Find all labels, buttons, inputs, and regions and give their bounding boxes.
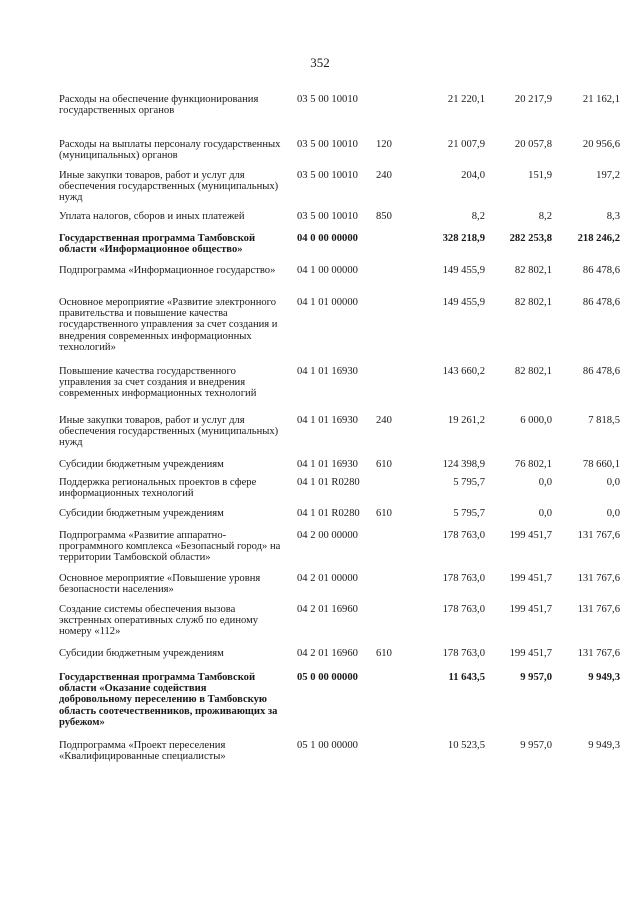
row-amount-2: 199 451,7 <box>509 648 552 659</box>
row-name: Подпрограмма «Развитие аппаратно-программного комплекса «Безопасный город» на территории Тамбовской области» <box>59 530 281 564</box>
row-code: 04 2 00 00000 <box>297 530 358 541</box>
row-amount-3: 78 660,1 <box>582 459 620 470</box>
row-amount-3: 9 949,3 <box>588 672 620 683</box>
row-expense-type: 610 <box>376 648 392 659</box>
row-name: Основное мероприятие «Повышение уровня безопасности населения» <box>59 573 261 596</box>
row-name: Государственная программа Тамбовской области «Информационное общество» <box>59 233 256 256</box>
row-code: 04 1 01 16930 <box>297 459 358 470</box>
row-amount-1: 178 763,0 <box>442 604 485 615</box>
row-amount-3: 0,0 <box>606 477 620 488</box>
row-code: 04 2 01 00000 <box>297 573 358 584</box>
row-expense-type: 240 <box>376 170 392 181</box>
row-name: Расходы на обеспечение функционирования государственных органов <box>59 94 259 117</box>
row-amount-3: 8,3 <box>606 211 620 222</box>
row-amount-1: 328 218,9 <box>442 233 485 244</box>
row-amount-2: 9 957,0 <box>520 740 552 751</box>
row-amount-1: 11 643,5 <box>448 672 485 683</box>
row-code: 03 5 00 10010 <box>297 94 358 105</box>
row-amount-1: 149 455,9 <box>442 265 485 276</box>
row-amount-1: 5 795,7 <box>453 477 485 488</box>
row-amount-2: 82 802,1 <box>514 366 552 377</box>
row-name: Субсидии бюджетным учреждениям <box>59 459 224 470</box>
row-amount-3: 131 767,6 <box>577 530 620 541</box>
row-amount-3: 86 478,6 <box>582 265 620 276</box>
row-amount-1: 204,0 <box>461 170 485 181</box>
row-name: Подпрограмма «Информационное государство» <box>59 265 276 276</box>
row-amount-2: 6 000,0 <box>520 415 552 426</box>
row-amount-2: 199 451,7 <box>509 530 552 541</box>
row-name: Поддержка региональных проектов в сфере информационных технологий <box>59 477 257 500</box>
row-code: 05 1 00 00000 <box>297 740 358 751</box>
row-amount-1: 8,2 <box>471 211 485 222</box>
row-amount-2: 0,0 <box>538 508 552 519</box>
row-amount-1: 149 455,9 <box>442 297 485 308</box>
row-code: 03 5 00 10010 <box>297 139 358 150</box>
row-code: 04 1 01 16930 <box>297 415 358 426</box>
row-amount-3: 131 767,6 <box>577 604 620 615</box>
row-amount-3: 218 246,2 <box>577 233 620 244</box>
row-amount-3: 21 162,1 <box>582 94 620 105</box>
row-amount-2: 151,9 <box>528 170 552 181</box>
row-amount-1: 143 660,2 <box>442 366 485 377</box>
row-code: 04 1 00 00000 <box>297 265 358 276</box>
row-amount-2: 9 957,0 <box>520 672 552 683</box>
row-amount-1: 21 007,9 <box>447 139 485 150</box>
row-amount-3: 131 767,6 <box>577 648 620 659</box>
row-expense-type: 610 <box>376 508 392 519</box>
row-amount-1: 5 795,7 <box>453 508 485 519</box>
row-name: Государственная программа Тамбовской области «Оказание содействия добровольному переселению в Тамбовскую область соотечественников, проживающих за рубежом» <box>59 672 278 728</box>
row-amount-2: 282 253,8 <box>509 233 552 244</box>
row-code: 04 1 01 R0280 <box>297 508 360 519</box>
row-code: 04 1 01 16930 <box>297 366 358 377</box>
row-amount-1: 178 763,0 <box>442 648 485 659</box>
row-amount-3: 0,0 <box>606 508 620 519</box>
row-amount-3: 9 949,3 <box>588 740 620 751</box>
row-amount-2: 20 217,9 <box>514 94 552 105</box>
row-amount-3: 197,2 <box>596 170 620 181</box>
row-amount-3: 131 767,6 <box>577 573 620 584</box>
row-amount-1: 10 523,5 <box>447 740 485 751</box>
row-expense-type: 240 <box>376 415 392 426</box>
row-expense-type: 120 <box>376 139 392 150</box>
row-amount-2: 8,2 <box>538 211 552 222</box>
row-amount-1: 124 398,9 <box>442 459 485 470</box>
row-amount-2: 82 802,1 <box>514 265 552 276</box>
row-amount-3: 20 956,6 <box>582 139 620 150</box>
row-amount-1: 21 220,1 <box>447 94 485 105</box>
row-code: 04 1 01 00000 <box>297 297 358 308</box>
row-name: Субсидии бюджетным учреждениям <box>59 648 224 659</box>
row-name: Подпрограмма «Проект переселения «Квалифицированные специалисты» <box>59 740 226 763</box>
row-name: Основное мероприятие «Развитие электронного правительства и повышение качества государственного управления за счет создания и внедрения современных информационных технологий» <box>59 297 278 353</box>
row-amount-2: 76 802,1 <box>514 459 552 470</box>
row-amount-3: 86 478,6 <box>582 297 620 308</box>
page-number: 352 <box>310 55 330 70</box>
row-code: 03 5 00 10010 <box>297 211 358 222</box>
row-amount-1: 19 261,2 <box>447 415 485 426</box>
row-amount-2: 20 057,8 <box>514 139 552 150</box>
row-code: 05 0 00 00000 <box>297 672 358 683</box>
row-expense-type: 850 <box>376 211 392 222</box>
row-name: Иные закупки товаров, работ и услуг для обеспечения государственных (муниципальных) нужд <box>59 415 279 449</box>
row-amount-3: 86 478,6 <box>582 366 620 377</box>
row-name: Повышение качества государственного управления за счет создания и внедрения современных информационных технологий <box>59 366 257 400</box>
row-code: 03 5 00 10010 <box>297 170 358 181</box>
row-amount-2: 199 451,7 <box>509 573 552 584</box>
row-code: 04 0 00 00000 <box>297 233 358 244</box>
row-amount-2: 82 802,1 <box>514 297 552 308</box>
row-amount-3: 7 818,5 <box>588 415 620 426</box>
row-code: 04 1 01 R0280 <box>297 477 360 488</box>
row-code: 04 2 01 16960 <box>297 648 358 659</box>
row-amount-2: 199 451,7 <box>509 604 552 615</box>
row-name: Расходы на выплаты персоналу государственных (муниципальных) органов <box>59 139 281 162</box>
row-amount-1: 178 763,0 <box>442 573 485 584</box>
row-name: Иные закупки товаров, работ и услуг для обеспечения государственных (муниципальных) нужд <box>59 170 279 204</box>
row-amount-1: 178 763,0 <box>442 530 485 541</box>
row-name: Субсидии бюджетным учреждениям <box>59 508 224 519</box>
row-name: Уплата налогов, сборов и иных платежей <box>59 211 245 222</box>
row-name: Создание системы обеспечения вызова экстренных оперативных служб по единому номеру «112» <box>59 604 259 638</box>
row-code: 04 2 01 16960 <box>297 604 358 615</box>
row-amount-2: 0,0 <box>538 477 552 488</box>
row-expense-type: 610 <box>376 459 392 470</box>
